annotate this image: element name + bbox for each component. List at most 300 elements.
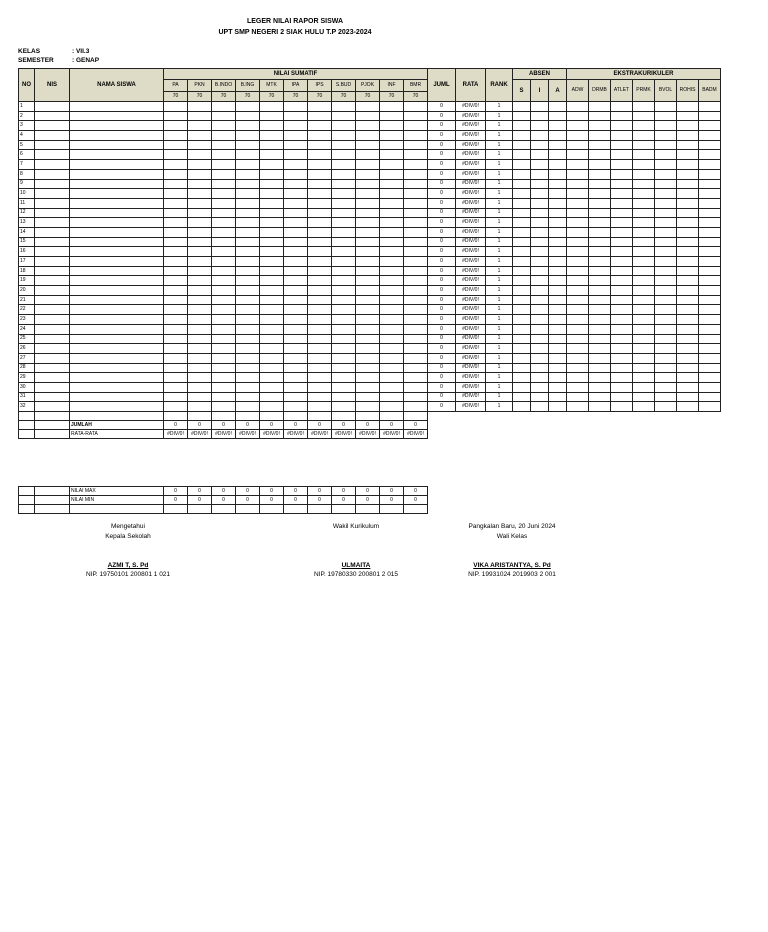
grade-cell	[188, 257, 212, 267]
grade-cell	[380, 315, 404, 325]
blank-row-value	[284, 412, 308, 421]
nama-siswa-cell	[70, 198, 164, 208]
absen-cell	[513, 237, 531, 247]
ekstra-cell	[633, 305, 655, 315]
subject-ipa: IPA	[284, 80, 308, 92]
rata-cell: #DIV/0!	[456, 402, 486, 412]
grade-cell	[236, 402, 260, 412]
grade-cell	[284, 392, 308, 402]
ekstra-cell	[611, 150, 633, 160]
ekstra-cell	[567, 218, 589, 228]
ekstra-cell	[611, 373, 633, 383]
grade-cell	[164, 131, 188, 141]
ekstra-cell	[633, 344, 655, 354]
grade-cell	[404, 295, 428, 305]
blank-row-value	[404, 412, 428, 421]
ekstra-badm: BADM	[699, 80, 721, 102]
ekstra-cell	[567, 102, 589, 112]
ekstra-cell	[611, 324, 633, 334]
student-row	[19, 169, 721, 179]
nilai-max-row-value: 0	[380, 487, 404, 496]
grade-cell	[164, 276, 188, 286]
juml-cell: 0	[428, 198, 456, 208]
ekstra-cell	[589, 266, 611, 276]
nilai-max-row-value: 0	[284, 487, 308, 496]
student-row	[19, 227, 721, 237]
grade-cell	[380, 247, 404, 257]
signature-wali-kelas	[422, 523, 602, 578]
grade-cell	[260, 160, 284, 170]
nama-siswa-cell	[70, 344, 164, 354]
jumlah-row-value: 0	[164, 421, 188, 430]
grade-cell	[236, 353, 260, 363]
grade-cell	[356, 179, 380, 189]
ekstra-cell	[589, 353, 611, 363]
nama-siswa-cell	[70, 218, 164, 228]
blank-row-value	[188, 505, 212, 514]
grade-cell	[188, 169, 212, 179]
grade-cell	[308, 160, 332, 170]
juml-cell: 0	[428, 353, 456, 363]
grade-cell	[404, 131, 428, 141]
rata-cell: #DIV/0!	[456, 266, 486, 276]
ekstra-cell	[611, 334, 633, 344]
juml-cell: 0	[428, 286, 456, 296]
ekstra-cell	[567, 276, 589, 286]
ekstra-cell	[655, 102, 677, 112]
grade-cell	[404, 198, 428, 208]
rank-cell: 1	[486, 286, 513, 296]
grade-cell	[188, 131, 212, 141]
juml-cell: 0	[428, 373, 456, 383]
grade-cell	[212, 373, 236, 383]
student-row	[19, 102, 721, 112]
grade-cell	[308, 295, 332, 305]
ekstra-cell	[699, 208, 721, 218]
absen-cell	[531, 373, 549, 383]
semester-label: SEMESTER	[18, 57, 54, 64]
ekstra-cell	[677, 266, 699, 276]
wali-line1: Pangkalan Baru, 20 Juni 2024	[468, 523, 556, 530]
juml-cell: 0	[428, 295, 456, 305]
grade-cell	[380, 140, 404, 150]
grade-cell	[332, 247, 356, 257]
grade-cell	[260, 334, 284, 344]
grade-cell	[164, 257, 188, 267]
grade-cell	[356, 392, 380, 402]
absen-cell	[549, 150, 567, 160]
grade-cell	[284, 237, 308, 247]
blank-row-value	[260, 412, 284, 421]
nis-cell	[35, 315, 70, 325]
absen-cell	[513, 324, 531, 334]
kelas-value: : VII.3	[72, 48, 90, 55]
ekstra-cell	[611, 198, 633, 208]
student-row	[19, 198, 721, 208]
rata-cell: #DIV/0!	[456, 102, 486, 112]
nilai-min-row-value: 0	[236, 496, 260, 505]
grade-cell	[332, 237, 356, 247]
ekstra-cell	[589, 344, 611, 354]
subject-pjok: PJOK	[356, 80, 380, 92]
absen-cell	[513, 227, 531, 237]
nama-siswa-cell	[70, 295, 164, 305]
grade-cell	[284, 382, 308, 392]
nis-cell	[35, 102, 70, 112]
grade-cell	[404, 344, 428, 354]
ekstra-cell	[611, 111, 633, 121]
nama-siswa-cell	[70, 392, 164, 402]
grade-cell	[356, 160, 380, 170]
ekstra-cell	[655, 382, 677, 392]
absen-cell	[513, 363, 531, 373]
ekstra-cell	[589, 140, 611, 150]
rata-cell: #DIV/0!	[456, 169, 486, 179]
rata-cell: #DIV/0!	[456, 257, 486, 267]
rata-cell: #DIV/0!	[456, 334, 486, 344]
juml-cell: 0	[428, 392, 456, 402]
kkm-value: 70	[260, 92, 284, 102]
grade-cell	[380, 169, 404, 179]
grade-cell	[236, 257, 260, 267]
ekstra-cell	[677, 121, 699, 131]
juml-cell: 0	[428, 169, 456, 179]
subject-sbud: S.BUD	[332, 80, 356, 92]
juml-cell: 0	[428, 189, 456, 199]
nis-cell	[35, 324, 70, 334]
rank-cell: 1	[486, 344, 513, 354]
grade-cell	[332, 121, 356, 131]
grade-cell	[380, 392, 404, 402]
grade-cell	[236, 227, 260, 237]
student-row	[19, 286, 721, 296]
ekstra-cell	[699, 140, 721, 150]
absen-cell	[531, 111, 549, 121]
grade-cell	[332, 353, 356, 363]
grade-cell	[236, 218, 260, 228]
nilai-max-row-value: 0	[404, 487, 428, 496]
row-number: 13	[19, 218, 35, 228]
ekstra-cell	[611, 257, 633, 267]
ekstra-cell	[567, 121, 589, 131]
ekstra-cell	[611, 402, 633, 412]
grade-cell	[260, 257, 284, 267]
nilai-max-row-value: 0	[308, 487, 332, 496]
ekstra-cell	[655, 334, 677, 344]
grade-cell	[164, 198, 188, 208]
absen-cell	[531, 392, 549, 402]
row-number: 11	[19, 198, 35, 208]
nis-cell	[35, 237, 70, 247]
juml-cell: 0	[428, 227, 456, 237]
jumlah-row-label: JUMLAH	[70, 421, 164, 430]
grade-cell	[212, 237, 236, 247]
grade-cell	[404, 402, 428, 412]
jumlah-row-value: 0	[188, 421, 212, 430]
absen-cell	[531, 402, 549, 412]
ekstra-cell	[655, 150, 677, 160]
grade-cell	[212, 363, 236, 373]
grade-cell	[332, 111, 356, 121]
ekstra-cell	[655, 121, 677, 131]
grade-cell	[164, 237, 188, 247]
grade-cell	[260, 140, 284, 150]
kelas-label: KELAS	[18, 48, 41, 55]
ekstra-cell	[633, 227, 655, 237]
ekstra-cell	[655, 373, 677, 383]
ekstra-cell	[589, 324, 611, 334]
row-number: 9	[19, 179, 35, 189]
nama-siswa-cell	[70, 131, 164, 141]
grade-cell	[188, 160, 212, 170]
rata-rata-row	[19, 430, 721, 439]
grade-cell	[236, 315, 260, 325]
ekstra-cell	[655, 198, 677, 208]
grade-cell	[212, 324, 236, 334]
grade-cell	[380, 111, 404, 121]
ekstra-cell	[567, 131, 589, 141]
ekstra-cell	[699, 276, 721, 286]
rata-cell: #DIV/0!	[456, 324, 486, 334]
nilai-max-row-value: 0	[356, 487, 380, 496]
ekstra-cell	[677, 315, 699, 325]
absen-cell	[531, 189, 549, 199]
juml-cell: 0	[428, 208, 456, 218]
rank-cell: 1	[486, 363, 513, 373]
absen-cell	[549, 102, 567, 112]
grade-cell	[236, 295, 260, 305]
ekstra-cell	[611, 218, 633, 228]
absen-cell	[531, 237, 549, 247]
ekstra-atlet: ATLET	[611, 80, 633, 102]
grade-cell	[284, 295, 308, 305]
grade-cell	[188, 237, 212, 247]
ekstra-cell	[699, 392, 721, 402]
grade-cell	[380, 286, 404, 296]
grade-cell	[308, 140, 332, 150]
rank-cell: 1	[486, 305, 513, 315]
ekstra-cell	[699, 295, 721, 305]
ekstra-cell	[655, 111, 677, 121]
grade-cell	[332, 392, 356, 402]
rata-rata-row-value: #DIV/0!	[308, 430, 332, 439]
ekstra-cell	[589, 247, 611, 257]
grade-cell	[164, 111, 188, 121]
rank-cell: 1	[486, 169, 513, 179]
empty-cell	[19, 505, 35, 514]
absen-cell	[549, 353, 567, 363]
blank-row-value	[308, 505, 332, 514]
grade-cell	[404, 140, 428, 150]
kkm-value: 70	[164, 92, 188, 102]
ekstra-cell	[567, 198, 589, 208]
ekstra-cell	[567, 111, 589, 121]
absen-cell	[549, 324, 567, 334]
grade-cell	[356, 208, 380, 218]
grade-cell	[188, 353, 212, 363]
grade-cell	[356, 295, 380, 305]
grade-cell	[356, 266, 380, 276]
grade-cell	[404, 150, 428, 160]
ekstra-cell	[655, 402, 677, 412]
grade-cell	[212, 353, 236, 363]
grade-cell	[380, 324, 404, 334]
grade-cell	[284, 131, 308, 141]
grade-cell	[236, 140, 260, 150]
waka-name: ULMAITA	[341, 562, 371, 569]
student-row	[19, 247, 721, 257]
rank-cell: 1	[486, 373, 513, 383]
juml-cell: 0	[428, 402, 456, 412]
grade-cell	[404, 111, 428, 121]
rata-cell: #DIV/0!	[456, 131, 486, 141]
nilai-min-row-value: 0	[332, 496, 356, 505]
grade-cell	[212, 169, 236, 179]
kkm-value: 70	[284, 92, 308, 102]
grade-cell	[308, 402, 332, 412]
absen-cell	[513, 382, 531, 392]
student-row	[19, 382, 721, 392]
grade-cell	[332, 334, 356, 344]
grade-cell	[404, 189, 428, 199]
grade-cell	[380, 121, 404, 131]
blank-row-value	[356, 505, 380, 514]
absen-cell	[549, 111, 567, 121]
rank-cell: 1	[486, 315, 513, 325]
ekstra-cell	[699, 382, 721, 392]
nama-siswa-cell	[70, 353, 164, 363]
ekstra-cell	[677, 131, 699, 141]
grade-cell	[188, 315, 212, 325]
ekstra-cell	[633, 286, 655, 296]
nilai-min-row-value: 0	[404, 496, 428, 505]
absen-a: A	[549, 80, 567, 102]
rata-rata-row-value: #DIV/0!	[188, 430, 212, 439]
rank-cell: 1	[486, 257, 513, 267]
grade-cell	[404, 266, 428, 276]
nilai-max-row-value: 0	[188, 487, 212, 496]
ekstra-cell	[633, 382, 655, 392]
absen-cell	[549, 382, 567, 392]
rata-cell: #DIV/0!	[456, 189, 486, 199]
grade-cell	[404, 315, 428, 325]
rank-cell: 1	[486, 111, 513, 121]
grade-cell	[188, 218, 212, 228]
ekstra-cell	[633, 198, 655, 208]
grade-cell	[236, 179, 260, 189]
ekstra-cell	[633, 179, 655, 189]
grade-cell	[308, 353, 332, 363]
kepsek-line2: Kepala Sekolah	[105, 533, 151, 540]
grade-cell	[404, 373, 428, 383]
grade-cell	[212, 382, 236, 392]
blank-row-value	[284, 505, 308, 514]
grade-cell	[164, 218, 188, 228]
ekstra-cell	[699, 363, 721, 373]
rank-cell: 1	[486, 160, 513, 170]
grade-cell	[164, 179, 188, 189]
grade-cell	[380, 402, 404, 412]
ekstra-cell	[567, 208, 589, 218]
ekstra-cell	[567, 247, 589, 257]
grade-cell	[308, 131, 332, 141]
waka-nip: NIP. 19780330 200801 2 015	[313, 571, 399, 578]
ekstra-cell	[567, 315, 589, 325]
ekstra-cell	[611, 247, 633, 257]
nis-cell	[35, 150, 70, 160]
grade-cell	[404, 353, 428, 363]
grade-cell	[188, 295, 212, 305]
grade-cell	[332, 295, 356, 305]
grade-cell	[188, 344, 212, 354]
absen-s: S	[513, 80, 531, 102]
ekstra-cell	[589, 295, 611, 305]
juml-cell: 0	[428, 160, 456, 170]
nilai-min-row-value: 0	[356, 496, 380, 505]
grade-cell	[188, 392, 212, 402]
ekstra-cell	[633, 266, 655, 276]
ekstra-cell	[633, 102, 655, 112]
ekstra-cell	[677, 189, 699, 199]
blank-row-value	[332, 505, 356, 514]
juml-cell: 0	[428, 179, 456, 189]
grade-cell	[260, 286, 284, 296]
row-number: 19	[19, 276, 35, 286]
row-number: 25	[19, 334, 35, 344]
ekstra-cell	[589, 276, 611, 286]
nama-siswa-cell	[70, 315, 164, 325]
grade-cell	[332, 131, 356, 141]
ekstra-cell	[567, 189, 589, 199]
grade-cell	[332, 373, 356, 383]
absen-cell	[513, 257, 531, 267]
ekstra-cell	[633, 189, 655, 199]
blank-row-value	[212, 412, 236, 421]
grade-cell	[284, 344, 308, 354]
absen-cell	[549, 402, 567, 412]
grade-cell	[332, 276, 356, 286]
grade-cell	[308, 189, 332, 199]
ekstra-cell	[633, 295, 655, 305]
empty-cell	[35, 505, 70, 514]
absen-cell	[531, 140, 549, 150]
ekstra-cell	[655, 266, 677, 276]
grade-cell	[212, 160, 236, 170]
grade-cell	[284, 160, 308, 170]
leger-table	[18, 68, 721, 439]
subject-mtk: MTK	[260, 80, 284, 92]
student-row	[19, 140, 721, 150]
grade-cell	[380, 344, 404, 354]
nama-siswa-cell	[70, 150, 164, 160]
grade-cell	[260, 227, 284, 237]
absen-cell	[531, 198, 549, 208]
absen-cell	[549, 295, 567, 305]
absen-cell	[549, 179, 567, 189]
grade-cell	[260, 131, 284, 141]
nis-cell	[35, 363, 70, 373]
grade-cell	[284, 266, 308, 276]
grade-cell	[236, 266, 260, 276]
ekstra-cell	[611, 208, 633, 218]
blank-row-value	[236, 412, 260, 421]
row-number: 17	[19, 257, 35, 267]
grade-cell	[260, 363, 284, 373]
absen-cell	[549, 140, 567, 150]
ekstra-cell	[567, 382, 589, 392]
header-rata: RATA	[456, 69, 486, 102]
grade-cell	[236, 324, 260, 334]
